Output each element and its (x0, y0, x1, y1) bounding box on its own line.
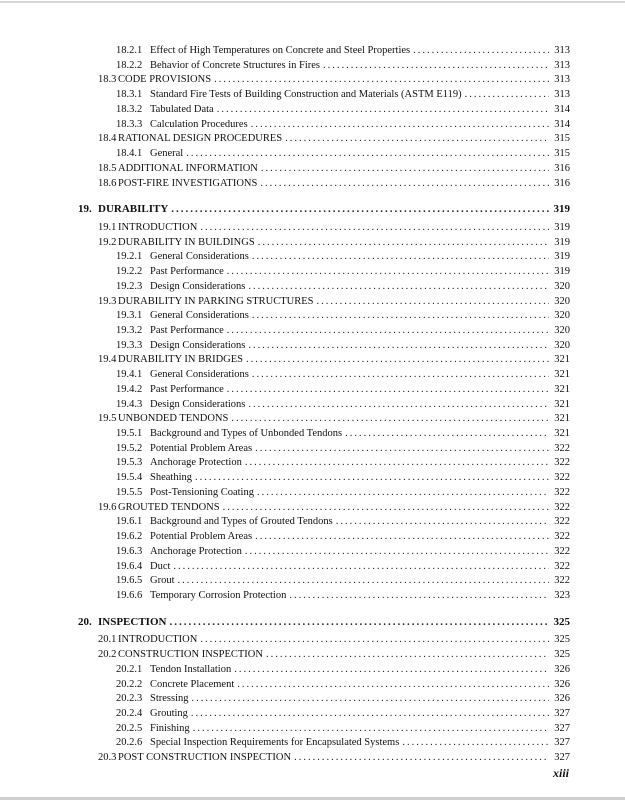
toc-subsection-entry[interactable] (116, 147, 570, 160)
toc-entry-title: Tabulated Data (150, 103, 214, 115)
toc-entry-number: 19.3.3 (116, 339, 143, 351)
dot-leader (227, 324, 549, 337)
toc-subsection-entry[interactable] (116, 280, 570, 293)
toc-section-entry[interactable] (98, 633, 570, 646)
toc-entry-title: Anchorage Protection (150, 457, 242, 469)
toc-entry-number: 18.3 (98, 74, 117, 86)
toc-entry-number: 19.6.5 (116, 575, 143, 587)
toc-entry-number: 19.6.2 (116, 531, 143, 542)
toc-subsection-entry[interactable] (116, 44, 570, 57)
toc-entry-page: 327 (554, 752, 570, 764)
toc-entry-title: Special Inspection Requirements for Encapsulated Systems (150, 737, 400, 749)
toc-entry-page: 322 (554, 472, 570, 484)
toc-subsection-entry[interactable] (116, 560, 570, 573)
toc-entry-number: 19.6.6 (116, 589, 143, 601)
dot-leader (245, 545, 549, 558)
dot-leader (294, 751, 549, 764)
toc-entry-page: 321 (554, 428, 570, 439)
toc-entry-number: 19.4 (98, 354, 117, 366)
dot-leader (260, 177, 549, 190)
toc-section-entry[interactable] (98, 648, 570, 661)
toc-subsection-entry[interactable] (116, 722, 570, 735)
toc-entry-number: 19.4.3 (116, 398, 143, 410)
toc-section-entry[interactable] (98, 132, 570, 145)
toc-entry-number: 18.2.1 (116, 45, 143, 56)
toc-entry-number: 19.3.1 (116, 310, 143, 322)
toc-entry-page: 319 (554, 221, 570, 233)
toc-entry-page: 325 (554, 634, 570, 646)
dot-leader (169, 616, 549, 629)
dot-leader (252, 250, 549, 263)
dot-leader (258, 236, 549, 249)
dot-leader (252, 368, 549, 381)
toc-entry-title: Post-Tensioning Coating (150, 486, 254, 498)
toc-chapter-entry[interactable] (78, 616, 570, 629)
toc-entry-title: Anchorage Protection (150, 545, 242, 557)
dot-leader (261, 162, 549, 175)
toc-entry-page: 320 (554, 310, 570, 322)
toc-entry-number: 20.3 (98, 752, 117, 764)
toc-subsection-entry[interactable] (116, 103, 570, 116)
toc-subsection-entry[interactable] (116, 383, 570, 396)
toc-entry-page: 321 (554, 354, 570, 366)
toc-entry-title: Standard Fire Tests of Building Construction and Materials (ASTM E119) (150, 89, 462, 101)
toc-entry-page: 320 (554, 280, 570, 292)
toc-subsection-entry[interactable] (116, 471, 570, 484)
toc-entry-number: 20.2.4 (116, 708, 143, 719)
dot-leader (193, 722, 549, 735)
dot-leader (245, 456, 549, 469)
toc-subsection-entry[interactable] (116, 398, 570, 411)
toc-entry-page: 322 (554, 545, 570, 557)
toc-entry-number: 19.3.2 (116, 325, 143, 336)
dot-leader (255, 530, 549, 543)
toc-entry-page: 313 (554, 45, 570, 56)
toc-entry-page: 313 (554, 74, 570, 86)
toc-entry-number: 19.6.3 (116, 545, 143, 557)
dot-leader (252, 309, 549, 322)
toc-entry-page: 321 (554, 383, 570, 395)
toc-section-entry[interactable] (98, 73, 570, 86)
toc-entry-page: 327 (554, 737, 570, 749)
toc-entry-number: 18.3.3 (116, 118, 143, 130)
dot-leader (285, 132, 549, 145)
dot-leader (336, 515, 549, 528)
toc-subsection-entry[interactable] (116, 250, 570, 263)
dot-leader (237, 678, 549, 691)
toc-entry-number: 20.2.2 (116, 678, 143, 690)
toc-entry-title: Finishing (150, 722, 190, 734)
toc-section-entry[interactable] (98, 177, 570, 190)
toc-section-entry[interactable] (98, 295, 570, 308)
toc-entry-page: 322 (554, 486, 570, 498)
toc-entry-number: 19.4.2 (116, 383, 143, 395)
toc-entry-number: 19.1 (98, 221, 117, 233)
toc-entry-title: Duct (150, 560, 171, 572)
toc-entry-number: 19.5.2 (116, 442, 143, 454)
toc-entry-number: 19.3 (98, 295, 117, 307)
dot-leader (323, 59, 549, 72)
toc-entry-title: Potential Problem Areas (150, 531, 253, 542)
toc-section-entry[interactable] (98, 751, 570, 764)
toc-entry-page: 319 (553, 203, 570, 216)
toc-entry-title: CONSTRUCTION INSPECTION (118, 649, 263, 661)
toc-subsection-entry[interactable] (116, 530, 570, 543)
toc-subsection-entry[interactable] (116, 707, 570, 720)
top-border (0, 1, 625, 3)
toc-subsection-entry[interactable] (116, 368, 570, 381)
toc-entry-page: 314 (554, 118, 570, 130)
toc-entry-number: 19.6.1 (116, 516, 143, 528)
toc-entry-page: 322 (554, 442, 570, 454)
toc-entry-number: 19.6.4 (116, 560, 143, 572)
toc-entry-page: 315 (554, 133, 570, 145)
toc-entry-page: 313 (554, 59, 570, 71)
toc-entry-page: 316 (554, 162, 570, 174)
toc-entry-page: 315 (554, 148, 570, 159)
toc-entry-page: 321 (554, 369, 570, 381)
dot-leader (217, 103, 549, 116)
toc-entry-title: Past Performance (150, 383, 224, 395)
dot-leader (200, 633, 549, 646)
toc-entry-title: Design Considerations (150, 339, 246, 351)
toc-entry-number: 18.6 (98, 177, 117, 189)
toc-subsection-entry[interactable] (116, 59, 570, 72)
dot-leader (234, 663, 549, 676)
toc-entry-number: 19.6 (98, 501, 117, 513)
toc-subsection-entry[interactable] (116, 265, 570, 278)
toc-entry-page: 319 (554, 251, 570, 263)
toc-entry-title: General Considerations (150, 251, 249, 263)
toc-entry-title: General (150, 148, 184, 159)
toc-entry-page: 325 (553, 615, 570, 628)
toc-subsection-entry[interactable] (116, 574, 570, 587)
toc-entry-page: 321 (554, 398, 570, 410)
toc-entry-number: 19.2 (98, 236, 117, 248)
toc-entry-number: 19.5.1 (116, 428, 143, 439)
toc-subsection-entry[interactable] (116, 427, 570, 440)
dot-leader (248, 339, 549, 352)
toc-entry-title: POST CONSTRUCTION INSPECTION (118, 752, 292, 764)
dot-leader (186, 147, 549, 160)
toc-entry-title: INSPECTION (98, 615, 167, 628)
toc-entry-page: 322 (554, 575, 570, 587)
toc-entry-title: DURABILITY IN BUILDINGS (118, 236, 255, 248)
toc-entry-title: Effect of High Temperatures on Concrete and Steel Properties (150, 45, 411, 56)
toc-entry-page: 322 (554, 457, 570, 469)
toc-entry-number: 19.5.4 (116, 472, 143, 484)
dot-leader (413, 44, 549, 57)
toc-entry-title: Design Considerations (150, 280, 246, 292)
dot-leader (173, 560, 549, 573)
toc-subsection-entry[interactable] (116, 678, 570, 691)
toc-entry-title: Background and Types of Grouted Tendons (150, 516, 333, 528)
toc-entry-page: 321 (554, 413, 570, 425)
toc-section-entry[interactable] (98, 501, 570, 514)
toc-entry-number: 18.2.2 (116, 59, 143, 71)
dot-leader (255, 442, 549, 455)
toc-subsection-entry[interactable] (116, 442, 570, 455)
toc-entry-number: 20.2.5 (116, 722, 143, 734)
toc-entry-number: 20.2.6 (116, 737, 143, 749)
toc-entry-page: 323 (554, 589, 570, 601)
toc-entry-page: 326 (554, 663, 570, 675)
toc-entry-title: UNBONDED TENDONS (118, 413, 229, 425)
toc-entry-title: Potential Problem Areas (150, 442, 253, 454)
toc-subsection-entry[interactable] (116, 88, 570, 101)
toc-entry-page: 322 (554, 501, 570, 513)
toc-entry-title: Background and Types of Unbonded Tendons (150, 428, 343, 439)
toc-entry-title: DURABILITY IN PARKING STRUCTURES (118, 295, 314, 307)
toc-entry-number: 19.5.3 (116, 457, 143, 469)
toc-entry-title: Temporary Corrosion Protection (150, 589, 287, 601)
toc-entry-number: 19.2.3 (116, 280, 143, 292)
toc-entry-number: 18.5 (98, 162, 117, 174)
toc-entry-title: Behavior of Concrete Structures in Fires (150, 59, 320, 71)
toc-entry-title: Past Performance (150, 325, 224, 336)
toc-entry-number: 20.2.3 (116, 693, 143, 705)
dot-leader (195, 471, 549, 484)
toc-entry-page: 320 (554, 295, 570, 307)
toc-entry-title: INTRODUCTION (118, 221, 198, 233)
toc-entry-title: Tendon Installation (150, 663, 232, 675)
toc-subsection-entry[interactable] (116, 663, 570, 676)
toc-subsection-entry[interactable] (116, 486, 570, 499)
toc-entry-page: 319 (554, 266, 570, 278)
toc-subsection-entry[interactable] (116, 589, 570, 602)
toc-entry-number: 19.2.2 (116, 266, 143, 278)
toc-subsection-entry[interactable] (116, 515, 570, 528)
toc-subsection-entry[interactable] (116, 692, 570, 705)
toc-entry-page: 327 (554, 708, 570, 719)
toc-entry-page: 327 (554, 722, 570, 734)
toc-entry-title: DURABILITY IN BRIDGES (118, 354, 244, 366)
toc-entry-title: CODE PROVISIONS (118, 74, 212, 86)
toc-entry-number: 20.1 (98, 634, 117, 646)
toc-entry-number: 18.4.1 (116, 148, 143, 159)
dot-leader (231, 412, 549, 425)
toc-subsection-entry[interactable] (116, 545, 570, 558)
toc-entry-page: 320 (554, 339, 570, 351)
toc-entry-number: 19.4.1 (116, 369, 143, 381)
toc-entry-page: 313 (554, 89, 570, 101)
toc-subsection-entry[interactable] (116, 118, 570, 131)
toc-subsection-entry[interactable] (116, 309, 570, 322)
toc-subsection-entry[interactable] (116, 736, 570, 749)
toc-section-entry[interactable] (98, 162, 570, 175)
toc-entry-number: 18.4 (98, 133, 117, 145)
toc-entry-title: General Considerations (150, 369, 249, 381)
dot-leader (223, 501, 549, 514)
toc-entry-title: Concrete Placement (150, 678, 235, 690)
page-number: xiii (552, 766, 569, 780)
dot-leader (465, 88, 549, 101)
toc-entry-title: Past Performance (150, 266, 224, 278)
dot-leader (192, 692, 549, 705)
dot-leader (227, 383, 549, 396)
toc-entry-number: 19. (78, 203, 92, 216)
dot-leader (227, 265, 549, 278)
toc-entry-title: RATIONAL DESIGN PROCEDURES (118, 133, 283, 145)
toc-entry-number: 20.2.1 (116, 663, 143, 675)
toc-entry-number: 20.2 (98, 649, 117, 661)
toc-subsection-entry[interactable] (116, 456, 570, 469)
toc-chapter-entry[interactable] (78, 203, 570, 216)
dot-leader (171, 203, 549, 216)
toc-entry-number: 20. (78, 615, 92, 628)
toc-entry-number: 19.5.5 (116, 486, 143, 498)
dot-leader (246, 353, 549, 366)
dot-leader (402, 736, 549, 749)
dot-leader (248, 398, 549, 411)
dot-leader (289, 589, 549, 602)
dot-leader (317, 295, 549, 308)
dot-leader (266, 648, 549, 661)
toc-entry-page: 322 (554, 531, 570, 542)
dot-leader (214, 73, 549, 86)
toc-section-entry[interactable] (98, 353, 570, 366)
toc-entry-number: 19.2.1 (116, 251, 143, 263)
toc-subsection-entry[interactable] (116, 339, 570, 352)
dot-leader (191, 707, 549, 720)
toc-entry-page: 316 (554, 177, 570, 189)
toc-section-entry[interactable] (98, 412, 570, 425)
dot-leader (251, 118, 549, 131)
toc-entry-title: Grout (150, 575, 175, 587)
toc-entry-number: 18.3.1 (116, 89, 143, 101)
toc-section-entry[interactable] (98, 236, 570, 249)
toc-entry-page: 314 (554, 103, 570, 115)
toc-entry-page: 326 (554, 693, 570, 705)
toc-entry-number: 18.3.2 (116, 103, 143, 115)
toc-entry-title: INTRODUCTION (118, 634, 198, 646)
dot-leader (345, 427, 549, 440)
bottom-border (0, 797, 625, 800)
toc-section-entry[interactable] (98, 221, 570, 234)
toc-entry-page: 326 (554, 678, 570, 690)
toc-entry-title: Calculation Procedures (150, 118, 248, 130)
toc-entry-page: 319 (554, 236, 570, 248)
dot-leader (178, 574, 550, 587)
dot-leader (248, 280, 549, 293)
toc-entry-page: 322 (554, 560, 570, 572)
toc-entry-title: Stressing (150, 693, 189, 705)
toc-entry-page: 322 (554, 516, 570, 528)
toc-entry-title: General Considerations (150, 310, 249, 322)
toc-entry-title: Grouting (150, 708, 188, 719)
toc-entry-title: ADDITIONAL INFORMATION (118, 162, 258, 174)
dot-leader (200, 221, 549, 234)
toc-entry-title: Design Considerations (150, 398, 246, 410)
toc-entry-page: 325 (554, 649, 570, 661)
toc-entry-title: DURABILITY (98, 203, 169, 216)
toc-entry-number: 19.5 (98, 413, 117, 425)
toc-entry-title: Sheathing (150, 472, 192, 484)
toc-entry-page: 320 (554, 325, 570, 336)
toc-entry-title: GROUTED TENDONS (118, 501, 220, 513)
toc-entry-title: POST-FIRE INVESTIGATIONS (118, 177, 258, 189)
toc-subsection-entry[interactable] (116, 324, 570, 337)
dot-leader (257, 486, 549, 499)
